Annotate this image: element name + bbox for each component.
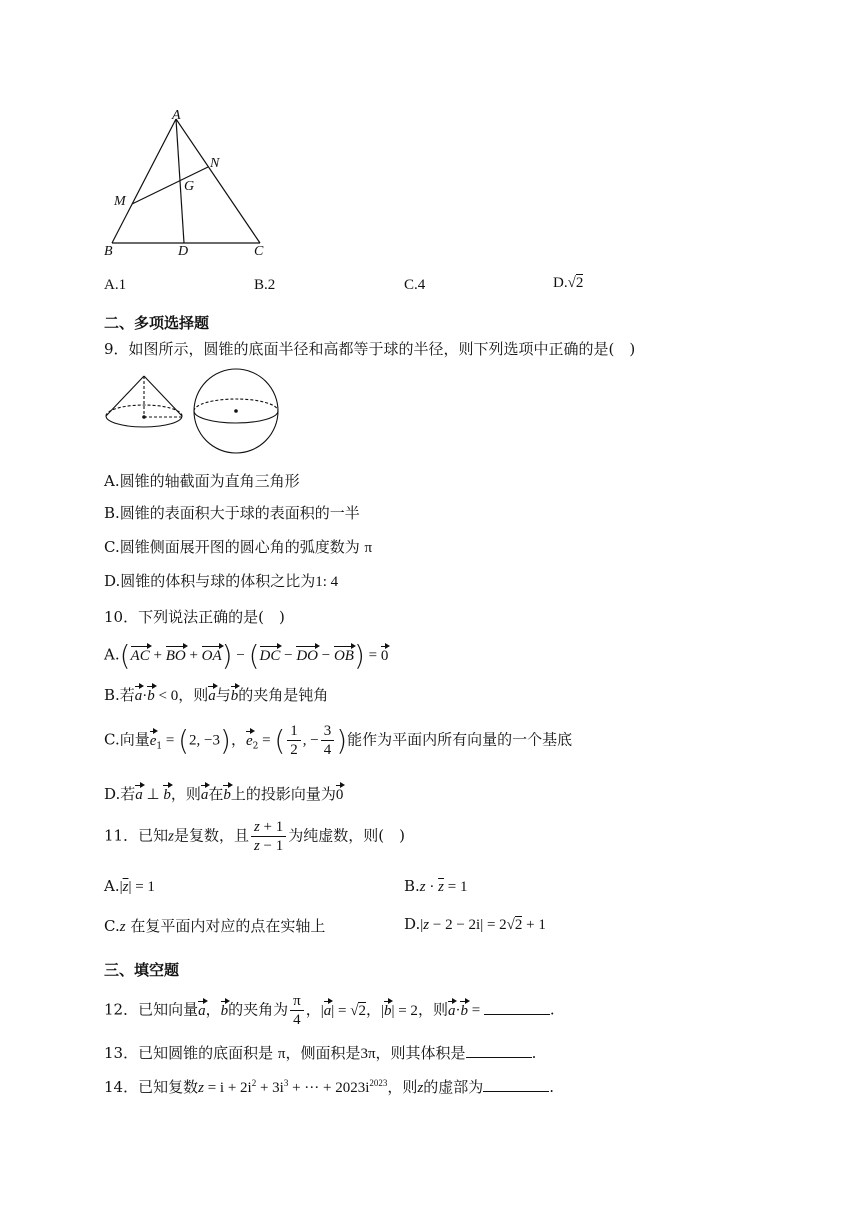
q10-option-a: A.(AC + BO + OA) − (DC − DO − OB) = 0 bbox=[104, 639, 389, 672]
q12-answer-blank[interactable] bbox=[484, 1000, 550, 1015]
q9-option-d: D.圆锥的体积与球的体积之比为1: 4 bbox=[104, 572, 339, 590]
q8-option-d: D.√2 bbox=[553, 275, 584, 291]
q10-stem: 10．下列说法正确的是( ) bbox=[104, 608, 285, 626]
label-m: M bbox=[114, 194, 126, 209]
q9-stem: 9．如图所示，圆锥的底面半径和高都等于球的半径，则下列选项中正确的是( ) bbox=[104, 340, 636, 358]
label-n: N bbox=[210, 156, 220, 171]
q11-option-c: C.z 在复平面内对应的点在实轴上 bbox=[104, 917, 326, 935]
q14: 14．已知复数$z = i + 2i^2 + 3i^3$ + ··· + $2023i^{2023}$，则z的虚部为 . bbox=[104, 1078, 555, 1096]
q11-option-a: $A.|\overline{z}| = 1$ bbox=[104, 877, 155, 895]
q11-option-d: D.|z − 2 − 2i| = 2√2 + 1 bbox=[404, 915, 546, 933]
q12: 12．已知向量a，b的夹角为 $\frac{\pi}{4}$ ，|a| = √2，|b| = 2，则a·b = . bbox=[104, 993, 555, 1028]
q9-option-c: C.圆锥侧面展开图的圆心角的弧度数为 π bbox=[104, 538, 373, 556]
q10-option-d: D.若a ⊥ b，则a在b上的投影向量为0 bbox=[104, 785, 344, 803]
label-a: A bbox=[172, 108, 181, 123]
label-b: B bbox=[104, 244, 113, 259]
q8-option-b: B.2 bbox=[254, 277, 276, 293]
q9-option-b: B.圆锥的表面积大于球的表面积的一半 bbox=[104, 504, 360, 522]
label-c: C bbox=[254, 244, 264, 259]
triangle-figure bbox=[100, 105, 280, 265]
q8-option-a: A.1 bbox=[104, 277, 127, 293]
q10-option-c: C.向量$e_1 = (2$, −3)，$e_2$ = ( $\frac{1}{2}$ , − $\frac{3}{4}$ )能作为平面内所有向量的一个基底 bbox=[104, 723, 573, 758]
q14-answer-blank[interactable] bbox=[483, 1077, 549, 1092]
section-2-title: 二、多项选择题 bbox=[104, 314, 210, 332]
label-g: G bbox=[184, 179, 195, 194]
q11-option-b: $B.z \cdot \overline{z} = 1$ bbox=[404, 877, 468, 895]
label-d: D bbox=[178, 244, 189, 259]
section-3-title: 三、填空题 bbox=[104, 961, 180, 979]
q13: 13．已知圆锥的底面积是 π，侧面积是3π，则其体积是 . bbox=[104, 1044, 537, 1062]
q9-option-a: A.圆锥的轴截面为直角三角形 bbox=[104, 472, 300, 490]
q10-option-b: B.若a·b < 0，则a与b的夹角是钝角 bbox=[104, 686, 329, 704]
cone-sphere-figure bbox=[100, 368, 290, 458]
q11-stem: 11．已知z是复数，且 $\frac{z + 1}{z - 1}$ 为纯虚数，则( ) bbox=[104, 819, 405, 854]
q8-option-c: C.4 bbox=[404, 277, 426, 293]
q13-answer-blank[interactable] bbox=[466, 1043, 532, 1058]
